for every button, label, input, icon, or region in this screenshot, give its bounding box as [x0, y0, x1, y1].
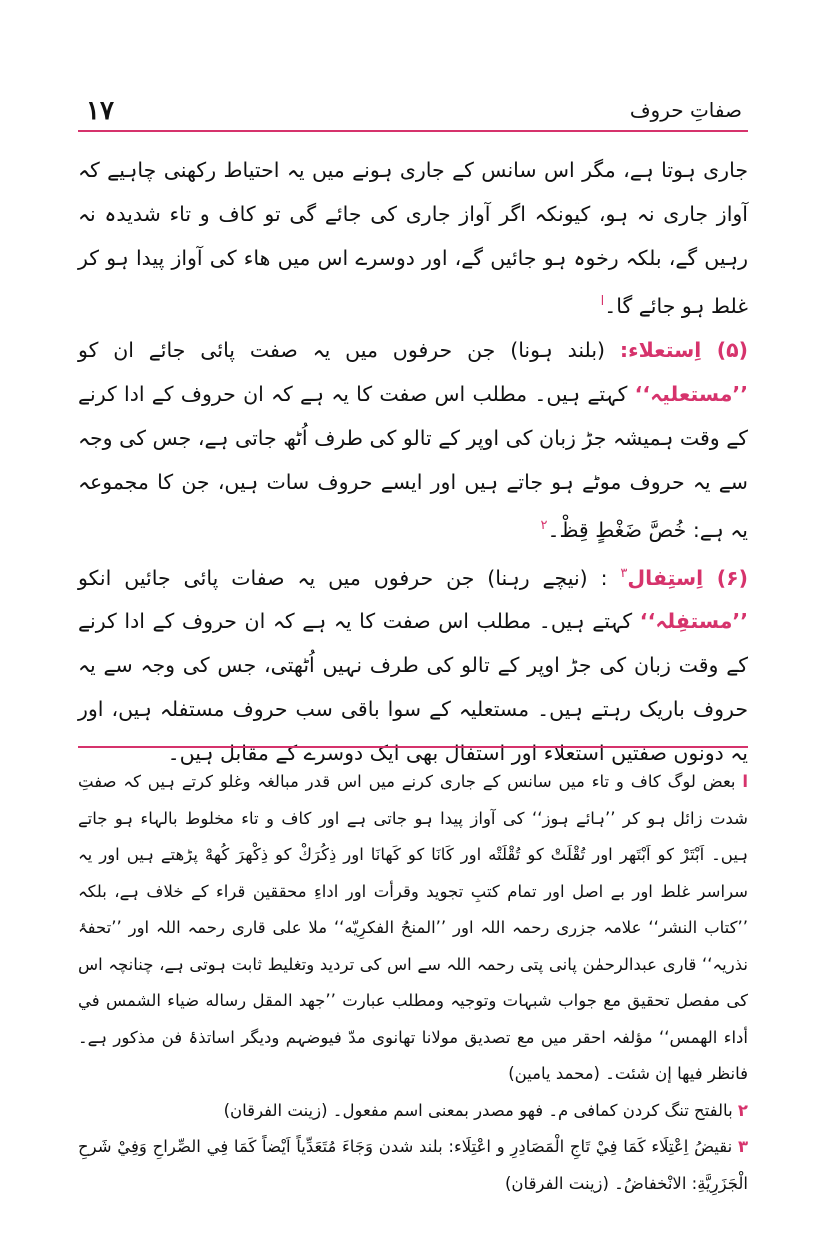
footnote-3 — [78, 1129, 748, 1202]
page-header — [78, 94, 748, 132]
running-title: صفاتِ حروف — [629, 98, 742, 122]
paragraph-text: کہتے ہیں۔ مطلب اس صفت کا یہ ہے کہ ان حروف کے ادا کرنے کے وقت زبان کی جڑ اوپر کے تالو کی طرف نہیں اُٹھتی، جس کی وجہ سے یہ حروف باریک رہتے ہیں۔ مستعلیہ کے سوا باقی سب حروف مستفلہ ہیں، اور یہ دونوں صفتیں استعلاء اور استفال بھی ایک دوسرے کے مقابل ہیں۔ — [78, 609, 748, 766]
footnote-text-1: بعض لوگ کاف و تاء میں سانس کے جاری کرنے میں اس قدر مبالغہ وغلو کرتے ہیں کہ صفتِ شدت زائل ہو کر ’’ہائے ہوز‘‘ کی آواز پیدا ہو جاتی ہے اور کاف و تاء مخلوط بالہاء ہو جاتے ہیں۔ اَبْتَرْ کو اَبْتَھر اور تُقْلَتْ کو تُقْلَتْه اور کَانَا کو کَھانَا اور ذِكُرَكْ کو ذِكْھرَ كُھهْ پڑھتے ہیں اور یہ سراسر غلط اور بے اصل اور تمام کتبِ تجوید وقرأت اور اداءِ محققین قراء کے خلاف ہے، بلکہ ’’كتاب النشر‘‘ علامہ جزری رحمہ اللہ اور ’’المنحُ الفكرِيّه‘‘ ملا علی قاری رحمہ اللہ اور ’’تحفۂ نذریہ‘‘ قاری عبدالرحمٰن پانی پتی رحمہ اللہ سے اس کی تردید وتغلیط ثابت ہوتی ہے، چنانچہ اس کی مفصل تحقیق مع جواب شبہات وتوجیہ ومطلب عبارت ’’جهد المقل رساله ضياء الشمس في أداء الهمس‘‘ مؤلفہ احقر میں مع تصدیق مولانا تھانوی مدّ فیوضہم ودیگر اساتذۂ فن مذکور ہے۔ فانظر فیها إن شئت۔ (محمد یامین) — [78, 772, 748, 1083]
footnote-ref-3[interactable]: ۳ — [620, 565, 628, 581]
gloss-istila: (بلند ہونا) جن حرفوں میں یہ صفت پائی جائے ان کو — [78, 337, 606, 362]
footnote-divider — [78, 746, 748, 748]
istila-letters: خُصَّ ضَغْطٍ قِظْ۔ — [547, 517, 687, 542]
term-mustaliya: ’’مستعلیہ‘‘ — [634, 381, 748, 406]
paragraph-text: جاری ہوتا ہے، مگر اس سانس کے جاری ہونے میں یہ احتیاط رکھنی چاہیے کہ آواز جاری نہ ہو، کیونکہ اگر آواز جاری کی جائے گی تو کاف و تاء شدیدہ نہ رہیں گے، بلکہ رخوہ ہو جائیں گے، اور دوسرے اس میں ھاء کی آواز پیدا ہو کر غلط ہو جائے گا۔ — [78, 158, 748, 318]
section-label-istila: (۵) اِستعلاء: — [619, 337, 748, 362]
footnote-ref-2[interactable]: ۲ — [540, 517, 548, 533]
paragraph-istila — [78, 328, 748, 552]
footnote-1 — [78, 764, 748, 1093]
footnote-mark-1: ا — [742, 772, 748, 791]
footnote-mark-3: ۳ — [737, 1137, 749, 1156]
paragraph-istifal — [78, 552, 748, 776]
paragraph-text: کہتے ہیں۔ مطلب اس صفت کا یہ ہے کہ ان حروف کے ادا کرنے کے وقت ہمیشہ جڑ زبان کی اوپر کے تالو کی طرف اُٹھ جاتی ہے، جس کی وجہ سے یہ حروف موٹے ہو جاتے ہیں اور ایسے حروف سات ہیں، جن کا مجموعہ یہ ہے: — [78, 381, 748, 542]
footnotes — [78, 764, 748, 1202]
footnote-ref-1[interactable]: ا — [600, 294, 605, 309]
footnote-2 — [78, 1093, 748, 1130]
gloss-istifal: : (نیچے رہنا) جن حرفوں میں یہ صفات پائی جائیں انکو — [78, 565, 608, 590]
main-text — [78, 148, 748, 775]
term-mustafila: ’’مستفِلہ‘‘ — [639, 609, 748, 634]
paragraph-continuation — [78, 148, 748, 328]
page-number: ١٧ — [86, 96, 114, 126]
footnote-text-3: نقيضُ اِعْتِلَاء كَمَا فِيْ تَاجِ الْمَصَادِرِ و اعْتِلَاء: بلند شدن وَجَاءَ مُتَعَدِّياً اَيْضاً كَمَا فِي الصِّراحِ وَفِيْ شَرحِ الْجَزَرِيَّةِ: الانْخفاضُ۔ (زینت الفرقان) — [78, 1137, 748, 1193]
section-label-istifal: (۶) اِستِفال — [627, 565, 748, 590]
footnote-mark-2: ۲ — [737, 1100, 748, 1120]
footnote-text-2: بالفتح تنگ کردن کمافی م۔ فهو مصدر بمعنى اسم مفعول۔ (زینت الفرقان) — [223, 1100, 733, 1120]
